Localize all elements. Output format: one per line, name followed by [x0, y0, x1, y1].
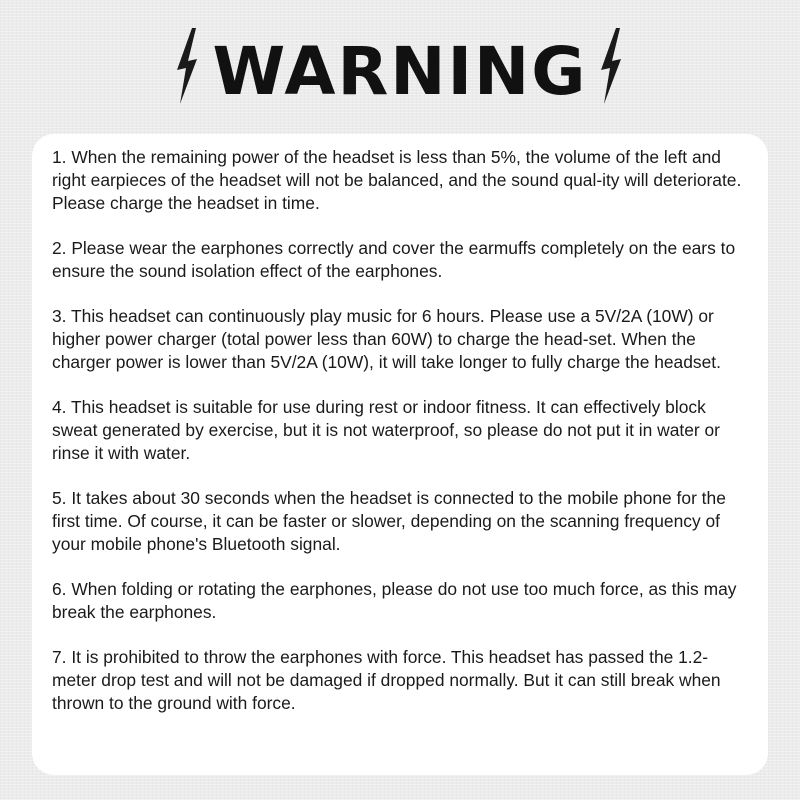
warning-item: 5. It takes about 30 seconds when the headset is connected to the mobile phone for the first time. Of course, it can be faster or slower, depending on the scanning frequency of your mobile phone's Bluetooth signal.	[52, 488, 726, 554]
warning-item: 4. This headset is suitable for use during rest or indoor fitness. It can effectively block sweat generated by exercise, but it is not waterproof, so please do not put it in water or rinse it with water.	[52, 397, 720, 463]
page-title: WARNING	[212, 33, 588, 110]
warning-item: 3. This headset can continuously play music for 6 hours. Please use a 5V/2A (10W) or higher power charger (total power less than 60W) to charge the head-set. When the charger power is lower than 5V/2A (10W), it will take longer to fully charge the headset.	[52, 306, 721, 372]
warning-item: 7. It is prohibited to throw the earphones with force. This headset has passed the 1.2-meter drop test and will not be damaged if dropped normally. But it can still break when thrown to the ground with force.	[52, 647, 721, 713]
lightning-bolt-icon	[596, 26, 626, 106]
warning-card	[32, 134, 768, 775]
warning-item: 2. Please wear the earphones correctly and cover the earmuffs completely on the ears to ensure the sound isolation effect of the earphones.	[52, 238, 736, 281]
warning-item: 1. When the remaining power of the headset is less than 5%, the volume of the left and right earpieces of the headset will not be balanced, and the sound qual-ity will deteriorate. Please charge the headset in time.	[52, 147, 742, 213]
header	[0, 22, 800, 122]
warning-item: 6. When folding or rotating the earphones, please do not use too much force, as this may break the earphones.	[52, 579, 737, 622]
